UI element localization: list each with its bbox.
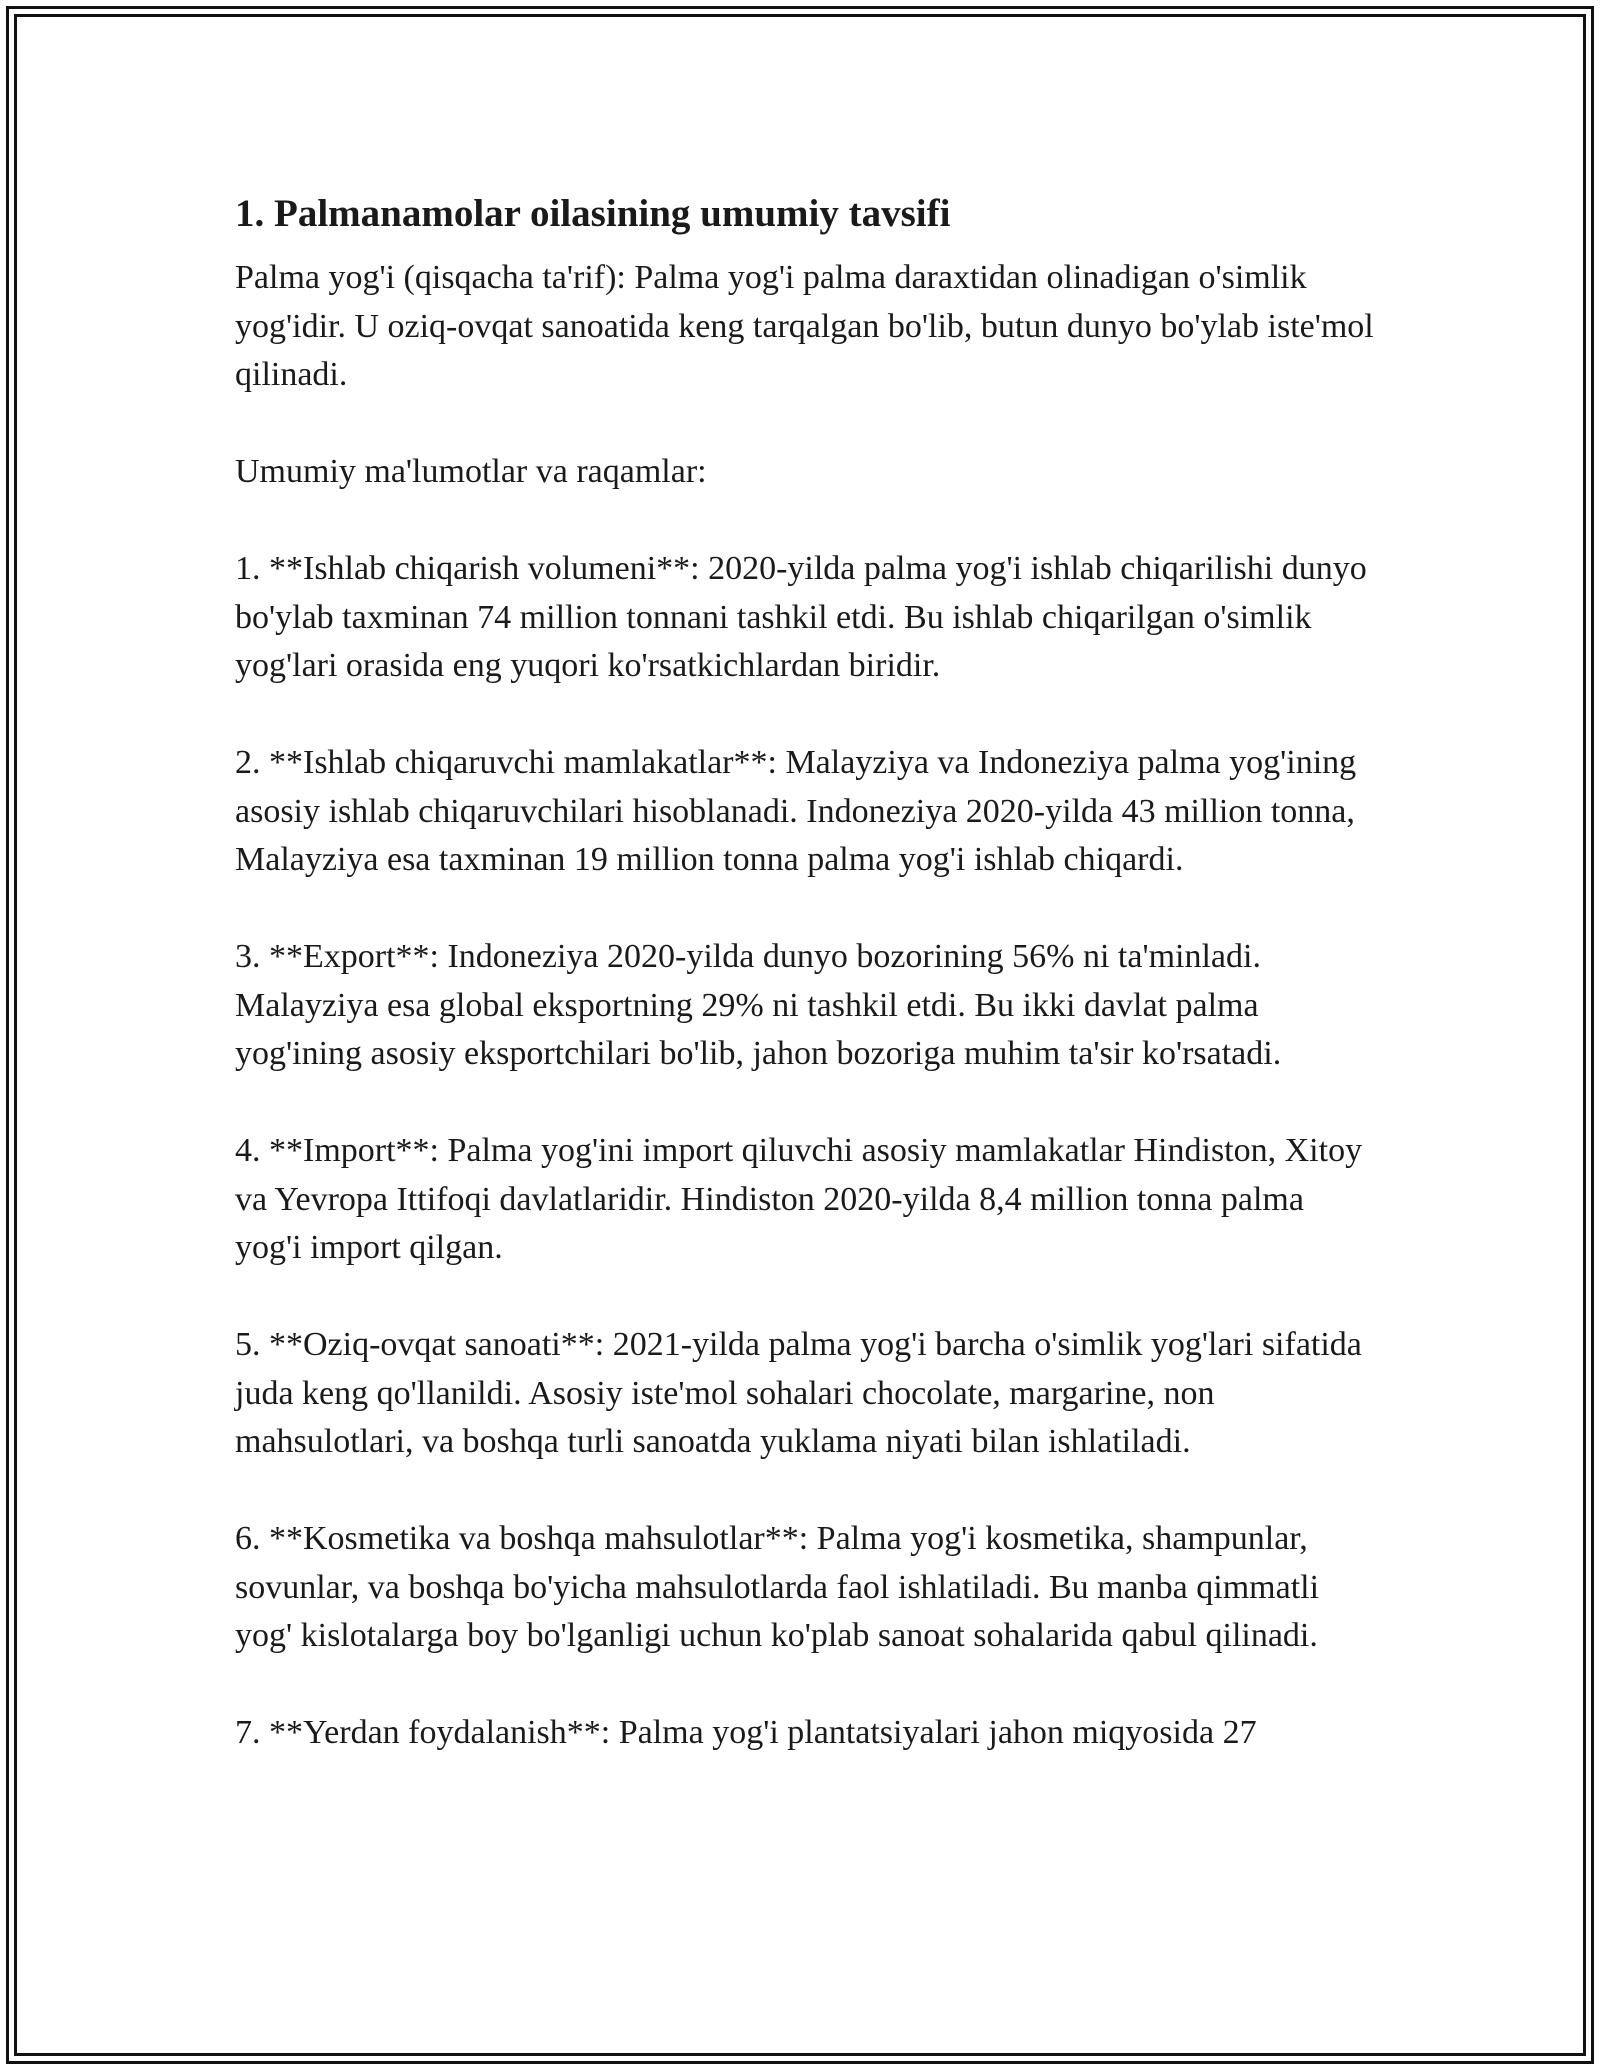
list-item: 4. **Import**: Palma yog'ini import qiluvchi asosiy mamlakatlar Hindiston, Xitoy va Yevropa Ittifoqi davlatlaridir. Hindiston 2020-yilda 8,4 million tonna palma yog'i import qilgan. bbox=[235, 1132, 1363, 1266]
list-item: 6. **Kosmetika va boshqa mahsulotlar**: Palma yog'i kosmetika, shampunlar, sovunlar, va boshqa bo'yicha mahsulotlarda faol ishlatiladi. Bu manba qimmatli yog' kislotalarga boy bo'lganligi uchun ko'plab sanoat sohalarida qabul qilinadi. bbox=[235, 1520, 1320, 1654]
intro-paragraph: Palma yog'i (qisqacha ta'rif): Palma yog'i palma daraxtidan olinadigan o'simlik yog'idir. U oziq-ovqat sanoatida keng tarqalgan bo'lib, butun dunyo bo'ylab iste'mol qilinadi. bbox=[235, 259, 1374, 393]
list-item: 7. **Yerdan foydalanish**: Palma yog'i plantatsiyalari jahon miqyosida 27 bbox=[235, 1714, 1257, 1751]
general-info-heading: Umumiy ma'lumotlar va raqamlar: bbox=[235, 453, 707, 490]
list-item: 5. **Oziq-ovqat sanoati**: 2021-yilda palma yog'i barcha o'simlik yog'lari sifatida juda keng qo'llanildi. Asosiy iste'mol sohalari chocolate, margarine, non mahsulotlari, va boshqa turli sanoatda yuklama niyati bilan ishlatiladi. bbox=[235, 1326, 1362, 1460]
section-title: 1. Palmanamolar oilasining umumiy tavsifi bbox=[235, 192, 951, 235]
list-item: 3. **Export**: Indoneziya 2020-yilda dunyo bozorining 56% ni ta'minladi. Malayziya esa global eksportning 29% ni tashkil etdi. Bu ikki davlat palma yog'ining asosiy eksportchilari bo'lib, jahon bozoriga muhim ta'sir ko'rsatadi. bbox=[235, 938, 1282, 1072]
list-item: 2. **Ishlab chiqaruvchi mamlakatlar**: Malayziya va Indoneziya palma yog'ining asosiy ishlab chiqaruvchilari hisoblanadi. Indoneziya 2020-yilda 43 million tonna, Malayziya esa taxminan 19 million tonna palma yog'i ishlab chiqardi. bbox=[235, 744, 1357, 878]
list-item: 1. **Ishlab chiqarish volumeni**: 2020-yilda palma yog'i ishlab chiqarilishi dunyo bo'ylab taxminan 74 million tonnani tashkil etdi. Bu ishlab chiqarilgan o'simlik yog'lari orasida eng yuqori ko'rsatkichlardan biridir. bbox=[235, 550, 1367, 684]
document-body bbox=[235, 186, 1375, 1806]
